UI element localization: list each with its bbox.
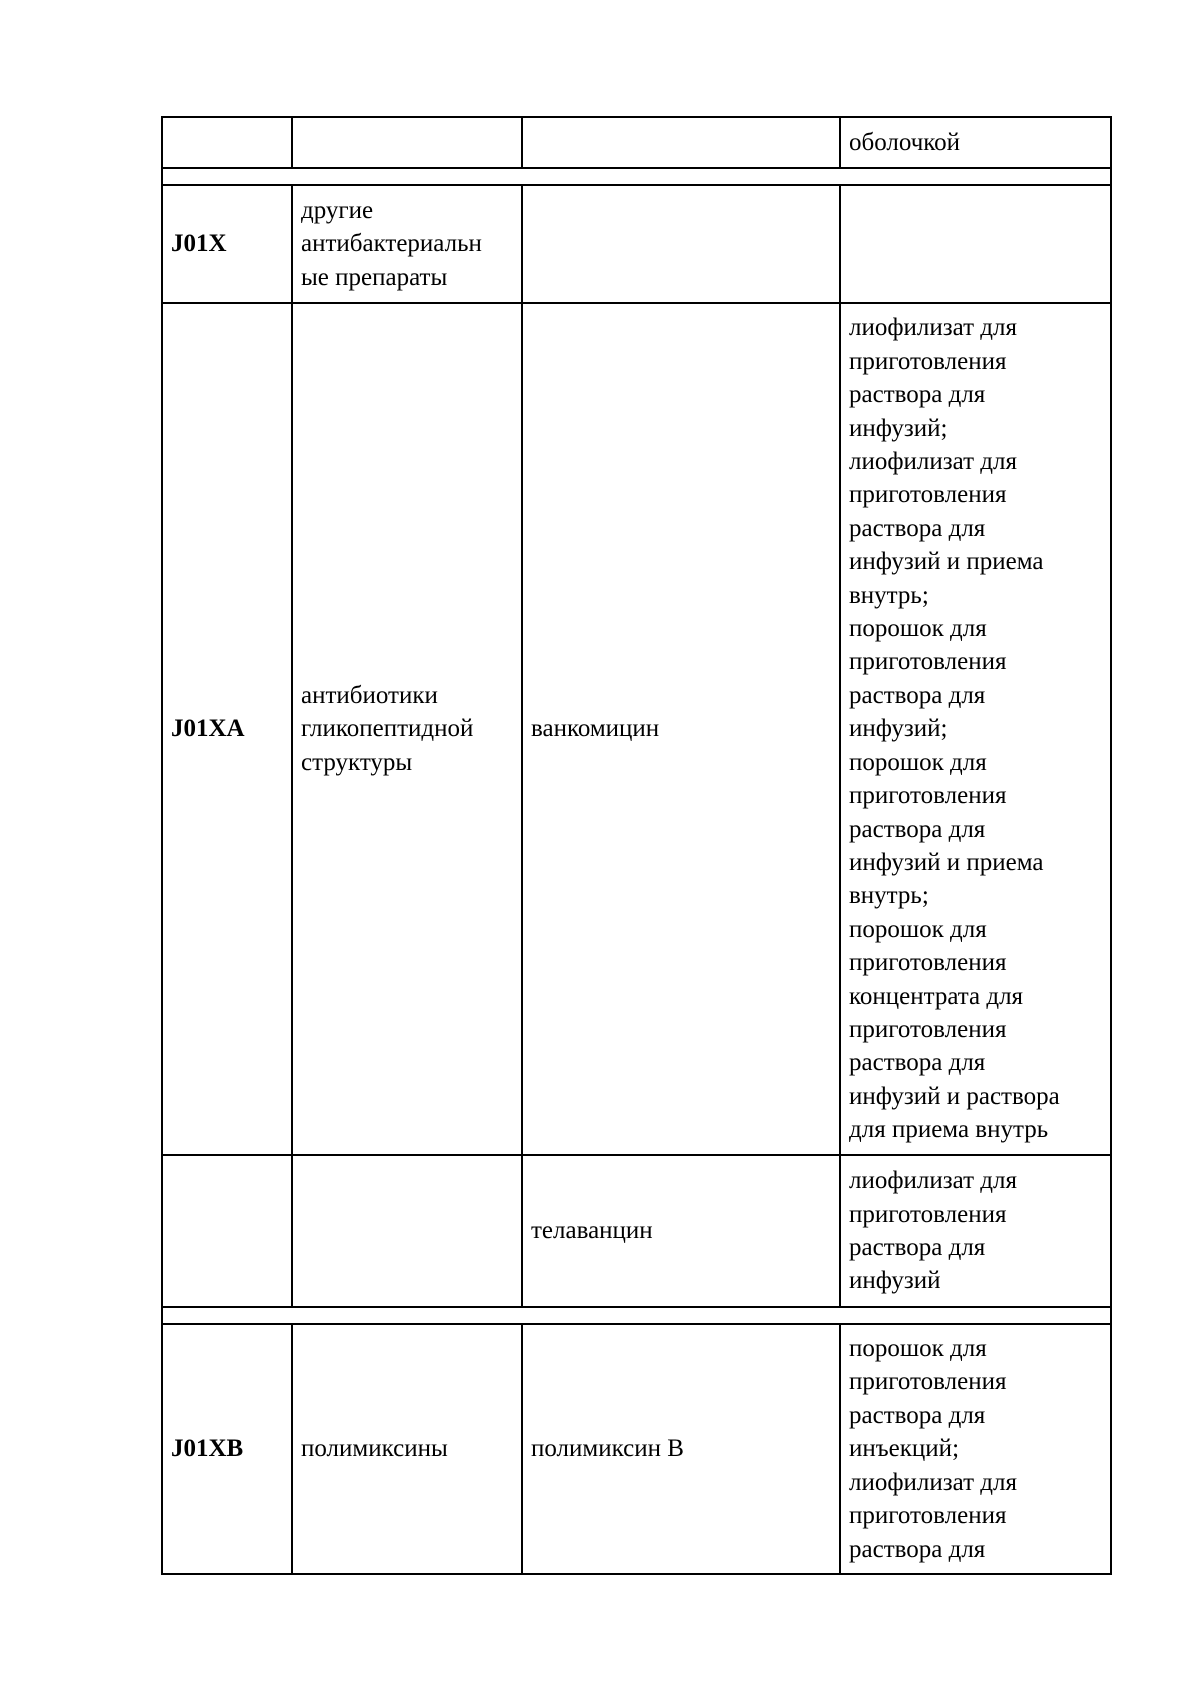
dosage-form-line: приготовления bbox=[849, 648, 1007, 676]
table-row bbox=[162, 303, 1111, 1155]
dosage-form-line: приготовления bbox=[849, 1502, 1007, 1530]
dosage-form-line: оболочкой bbox=[849, 128, 961, 156]
dosage-form-line: инфузий bbox=[849, 1267, 941, 1295]
dosage-form-line: для приема внутрь bbox=[849, 1116, 1049, 1144]
dosage-form-line: приготовления bbox=[849, 782, 1007, 810]
drug-name-cell bbox=[522, 185, 840, 303]
table-spacer-row bbox=[162, 168, 1111, 185]
dosage-forms-cell bbox=[840, 1324, 1111, 1574]
group-cell bbox=[292, 117, 522, 168]
dosage-form-line: приготовления bbox=[849, 481, 1007, 509]
dosage-forms-cell bbox=[840, 1155, 1111, 1307]
dosage-form-line: лиофилизат для bbox=[849, 1167, 1017, 1195]
drug-name-cell: полимиксин В bbox=[522, 1324, 840, 1574]
atc-code-cell: J01XB bbox=[162, 1324, 292, 1574]
group-line: структуры bbox=[301, 748, 413, 776]
dosage-form-line: внутрь; bbox=[849, 882, 929, 910]
dosage-form-line: лиофилизат для bbox=[849, 1468, 1017, 1496]
dosage-form-line: инъекций; bbox=[849, 1435, 960, 1463]
dosage-form-line: инфузий и приема bbox=[849, 848, 1044, 876]
dosage-form-line: приготовления bbox=[849, 1015, 1007, 1043]
atc-code-cell bbox=[162, 117, 292, 168]
dosage-form-line: приготовления bbox=[849, 1200, 1007, 1228]
group-cell bbox=[292, 1324, 522, 1574]
group-line: ые препараты bbox=[301, 263, 448, 291]
drug-name-cell: ванкомицин bbox=[522, 303, 840, 1155]
group-line: антибиотики bbox=[301, 681, 438, 709]
dosage-form-line: приготовления bbox=[849, 949, 1007, 977]
dosage-form-line: порошок для bbox=[849, 748, 987, 776]
dosage-form-line: концентрата для bbox=[849, 982, 1024, 1010]
dosage-form-line: раствора для bbox=[849, 514, 986, 542]
dosage-form-line: раствора для bbox=[849, 681, 986, 709]
table-row bbox=[162, 1324, 1111, 1574]
dosage-form-line: раствора для bbox=[849, 381, 986, 409]
dosage-form-line: инфузий; bbox=[849, 715, 948, 743]
dosage-form-line: инфузий и приема bbox=[849, 548, 1044, 576]
group-line: другие bbox=[301, 196, 374, 224]
dosage-form-line: приготовления bbox=[849, 1368, 1007, 1396]
dosage-form-line: порошок для bbox=[849, 1335, 987, 1363]
atc-code-cell: J01X bbox=[162, 185, 292, 303]
dosage-forms-cell bbox=[840, 185, 1111, 303]
group-cell bbox=[292, 1155, 522, 1307]
group-line: антибактериальн bbox=[301, 230, 482, 258]
group-line: гликопептидной bbox=[301, 715, 474, 743]
dosage-form-line: порошок для bbox=[849, 615, 987, 643]
dosage-form-line: инфузий; bbox=[849, 414, 948, 442]
dosage-form-line: раствора для bbox=[849, 1234, 986, 1261]
drug-name-cell bbox=[522, 117, 840, 168]
dosage-form-line: раствора для bbox=[849, 1535, 986, 1563]
group-cell bbox=[292, 185, 522, 303]
atc-code-cell bbox=[162, 1155, 292, 1307]
drug-table bbox=[161, 116, 1112, 1575]
table-row bbox=[162, 1155, 1111, 1307]
dosage-form-line: раствора для bbox=[849, 815, 986, 843]
dosage-form-line: приготовления bbox=[849, 347, 1007, 375]
dosage-forms-cell bbox=[840, 303, 1111, 1155]
atc-code-cell: J01XA bbox=[162, 303, 292, 1155]
dosage-form-line: раствора для bbox=[849, 1049, 986, 1077]
dosage-form-line: раствора для bbox=[849, 1401, 986, 1429]
table-spacer-row bbox=[162, 1307, 1111, 1324]
dosage-form-line: порошок для bbox=[849, 915, 987, 943]
dosage-forms-cell bbox=[840, 117, 1111, 168]
group-cell bbox=[292, 303, 522, 1155]
dosage-form-line: инфузий и раствора bbox=[849, 1082, 1060, 1110]
table-row bbox=[162, 185, 1111, 303]
group-line: полимиксины bbox=[301, 1435, 448, 1463]
dosage-form-line: лиофилизат для bbox=[849, 314, 1017, 342]
dosage-form-line: внутрь; bbox=[849, 581, 929, 609]
drug-name-cell: телаванцин bbox=[522, 1155, 840, 1307]
dosage-form-line: лиофилизат для bbox=[849, 448, 1017, 476]
table-row bbox=[162, 117, 1111, 168]
